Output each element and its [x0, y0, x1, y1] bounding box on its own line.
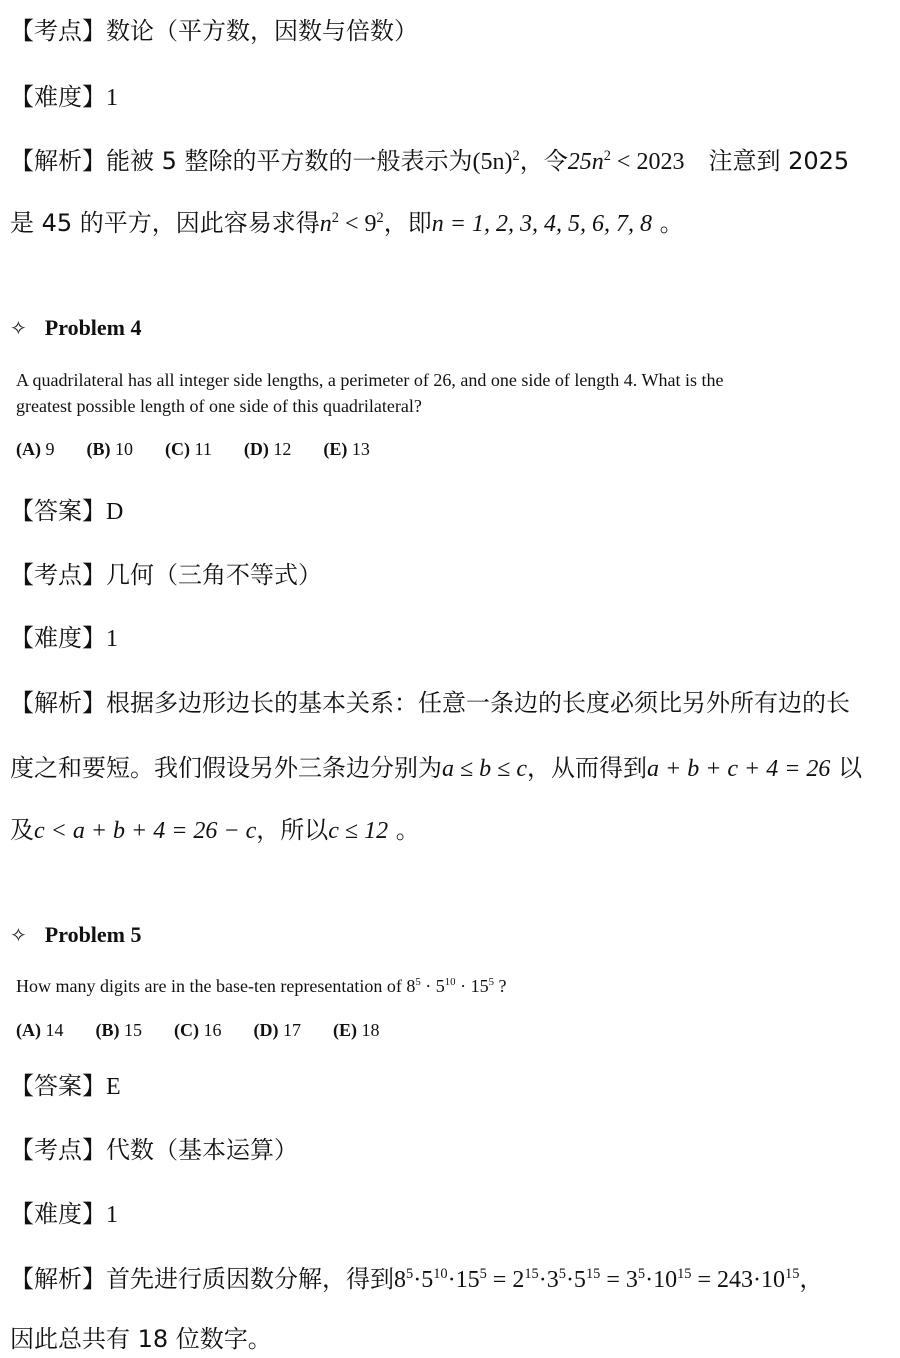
diamond-icon: ✧ [10, 316, 27, 340]
math-expr: n = 1, 2, 3, 4, 5, 6, 7, 8 [431, 211, 652, 237]
choice-a: (A) 9 [16, 439, 55, 459]
jiexi-text: ， [799, 1265, 824, 1293]
choice-c: (C) 16 [174, 1020, 222, 1040]
nandu-tag: 【难度】 [10, 624, 106, 652]
daan-line-p4 [10, 496, 123, 527]
jiexi-tag: 【解析】 [10, 147, 106, 175]
math-sup: 2 [512, 148, 520, 164]
jiexi-line2-p3 [10, 208, 684, 239]
jiexi-line1-p5 [10, 1264, 823, 1295]
diamond-icon: ✧ [10, 923, 27, 947]
choice-b: (B) 15 [95, 1020, 142, 1040]
nandu-tag: 【难度】 [10, 1200, 106, 1228]
nandu-text: 1 [106, 85, 118, 111]
kaodian-line-p3 [10, 16, 418, 46]
choice-d: (D) 12 [243, 439, 292, 459]
jiexi-text: ，令 [519, 147, 568, 175]
daan-tag: 【答案】 [10, 1072, 106, 1100]
kaodian-line-p5 [10, 1135, 298, 1165]
kaodian-text: 几何（三角不等式） [106, 561, 322, 589]
jiexi-line2-p5 [10, 1324, 272, 1354]
math-expr: a ≤ b ≤ c [442, 756, 527, 782]
math-expr: c ≤ 12 [328, 818, 389, 844]
choice-b: (B) 10 [86, 439, 133, 459]
kaodian-text: 代数（基本运算） [106, 1136, 298, 1164]
jiexi-line3-p4 [10, 815, 420, 846]
nandu-tag: 【难度】 [10, 83, 106, 111]
problem-4-heading [10, 314, 142, 342]
problem-4-question-line2: greatest possible length of one side of this quadrilateral? [16, 396, 422, 416]
problem-title: Problem 4 [44, 315, 142, 340]
kaodian-line-p4 [10, 560, 322, 590]
math-expr: $8^5\cdot 5^{10}\cdot 15^5 = 2^{15}\cdot 3^5\cdot 5^{15} = 3^5\cdot 10^{15} = 243\cdot 10^{15}$ [394, 1266, 800, 1293]
problem-title: Problem 5 [44, 922, 142, 947]
math-expr: a + b + c + 4 = 26 [647, 756, 831, 782]
problem-5-heading [10, 921, 142, 949]
jiexi-text: ，所以 [256, 816, 329, 844]
problem-5-question: How many digits are in the base-ten representation of $8^5 \cdot 5^{10} \cdot 15^5$ ? [16, 976, 507, 996]
daan-text: E [106, 1074, 121, 1100]
math-expr: c < a + b + 4 = 26 − c [34, 818, 257, 844]
kaodian-tag: 【考点】 [10, 1136, 106, 1164]
jiexi-text: 是 45 的平方，因此容易求得 [10, 209, 320, 237]
jiexi-text: 。 [388, 816, 420, 844]
math-expr: (5n) [472, 149, 513, 175]
kaodian-text: 数论（平方数，因数与倍数） [106, 17, 418, 45]
nandu-line-p5 [10, 1199, 118, 1230]
nandu-text: 1 [106, 1202, 118, 1228]
math-sup: 2 [603, 148, 611, 164]
choice-e: (E) 13 [323, 439, 370, 459]
jiexi-text: 。 [651, 209, 684, 237]
jiexi-line1-p4 [10, 688, 850, 718]
math-expr: 25n [567, 149, 604, 175]
kaodian-tag: 【考点】 [10, 17, 106, 45]
math-expr: < 9 [339, 211, 377, 237]
problem-4-question-line1: A quadrilateral has all integer side lengths, a perimeter of 26, and one side of length 4. What is the [16, 370, 724, 390]
problem-4-choices [16, 436, 402, 462]
daan-line-p5 [10, 1071, 121, 1102]
jiexi-text: ，即 [383, 209, 432, 237]
math-expr: n [319, 211, 332, 237]
choice-a: (A) 14 [16, 1020, 64, 1040]
choice-e: (E) 18 [333, 1020, 380, 1040]
math-sup: 2 [331, 210, 339, 226]
jiexi-text: ，从而得到 [527, 754, 647, 782]
jiexi-text: 以 [830, 754, 863, 782]
daan-tag: 【答案】 [10, 497, 106, 525]
math-expr: < 2023 [610, 149, 685, 175]
math-sup: 2 [376, 210, 384, 226]
nandu-line-p4 [10, 623, 118, 654]
jiexi-line2-p4 [10, 753, 862, 784]
jiexi-text: 度之和要短。我们假设另外三条边分别为 [10, 754, 442, 782]
problem-5-choices [16, 1017, 412, 1043]
jiexi-text: 首先进行质因数分解，得到 [106, 1265, 394, 1293]
jiexi-text: 注意到 2025 [684, 147, 850, 175]
kaodian-tag: 【考点】 [10, 561, 106, 589]
jiexi-text: 根据多边形边长的基本关系：任意一条边的长度必须比另外所有边的长 [106, 689, 850, 717]
jiexi-text: 能被 5 整除的平方数的一般表示为 [106, 147, 473, 175]
choice-d: (D) 17 [253, 1020, 301, 1040]
jiexi-tag: 【解析】 [10, 689, 106, 717]
jiexi-text: 及 [10, 816, 34, 844]
jiexi-tag: 【解析】 [10, 1265, 106, 1293]
nandu-text: 1 [106, 626, 118, 652]
jiexi-line1-p3 [10, 146, 849, 177]
jiexi-text: 因此总共有 18 位数字。 [10, 1325, 272, 1353]
nandu-line-p3 [10, 82, 118, 113]
daan-text: D [106, 499, 124, 525]
choice-c: (C) 11 [165, 439, 212, 459]
